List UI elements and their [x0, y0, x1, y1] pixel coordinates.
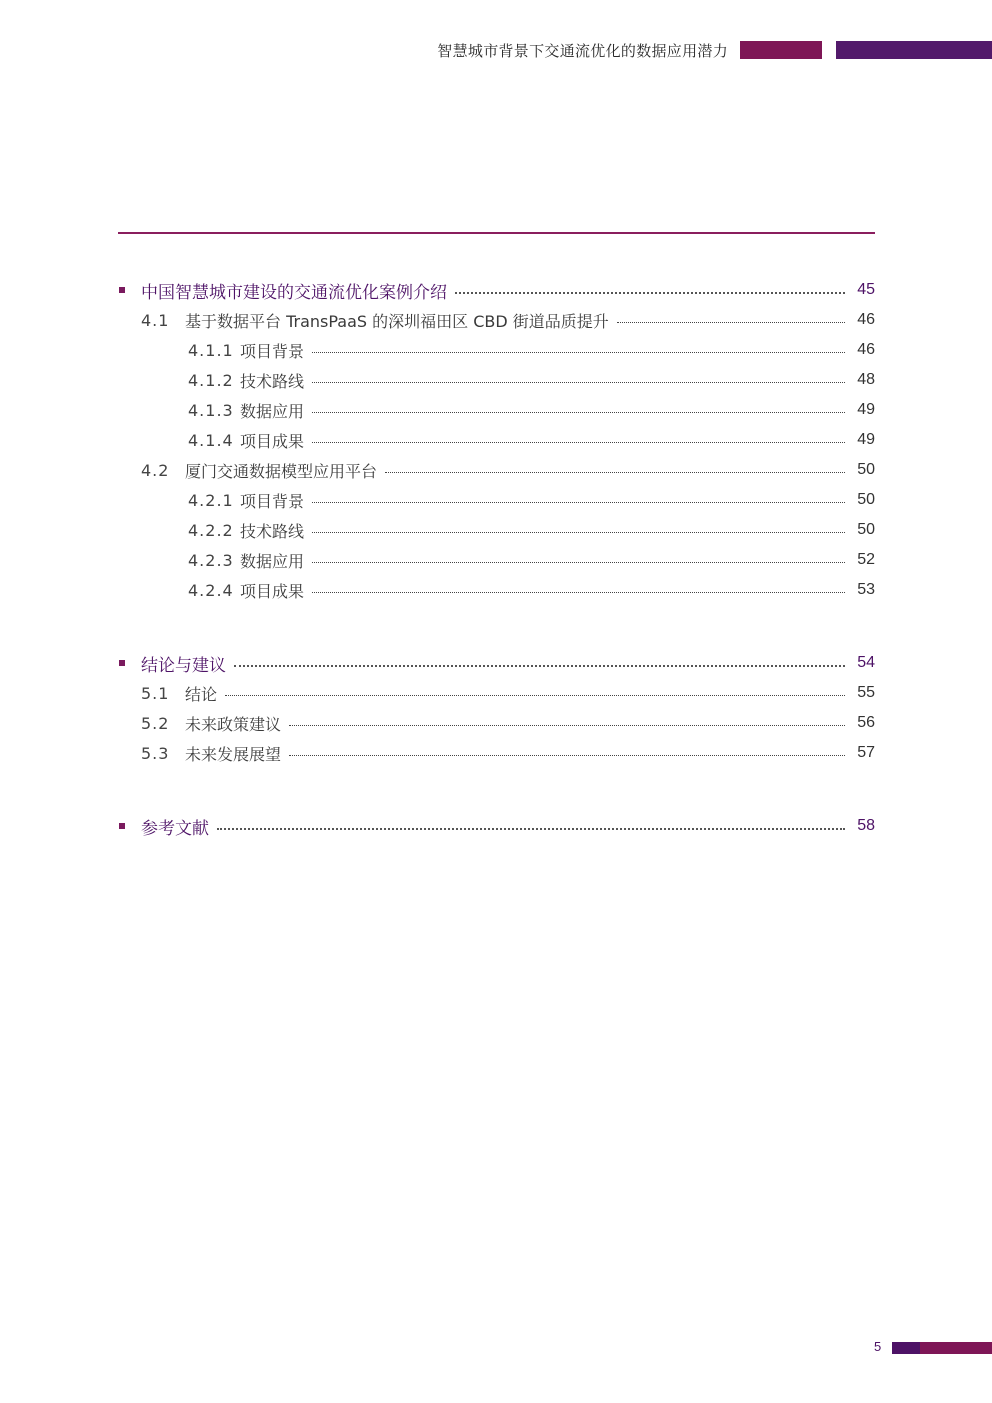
toc-entry-lv2[interactable] — [118, 455, 875, 485]
section-gap — [118, 605, 875, 648]
toc-entry-lv2[interactable] — [118, 738, 875, 768]
toc-entry-title: 技术路线 — [240, 521, 305, 541]
toc-entry-number: 4.2.4 — [188, 580, 234, 600]
toc-entry-page: 56 — [857, 714, 875, 731]
toc-entry-page: 50 — [857, 491, 875, 508]
toc-entry-number: 4.2.3 — [188, 550, 234, 570]
toc-entry-lv2[interactable] — [118, 678, 875, 708]
toc-entry-title: 项目成果 — [240, 581, 305, 601]
toc-entry-page: 55 — [857, 684, 875, 701]
toc-entry-page: 45 — [857, 281, 875, 298]
toc-entry-title: 结论与建议 — [141, 655, 226, 676]
toc-entry-number: 4.1.2 — [188, 370, 234, 390]
dot-leader — [225, 695, 845, 696]
toc-entry-lv3[interactable] — [118, 515, 875, 545]
toc-entry-title: 未来发展展望 — [185, 744, 282, 764]
dot-leader — [617, 322, 845, 323]
section-gap — [118, 768, 875, 811]
page-number: 5 — [874, 1339, 882, 1354]
toc-entry-lv3[interactable] — [118, 395, 875, 425]
dot-leader — [312, 442, 845, 443]
dot-leader — [312, 502, 845, 503]
dot-leader — [289, 725, 845, 726]
header-accent-bar-left — [740, 41, 822, 59]
dot-leader — [312, 592, 845, 593]
dot-leader — [312, 382, 845, 383]
dot-leader — [312, 352, 845, 353]
toc-entry-title: 项目背景 — [240, 491, 305, 511]
running-header-title: 智慧城市背景下交通流优化的数据应用潜力 — [437, 42, 728, 60]
header-accent-bar-right — [836, 41, 992, 59]
toc-entry-page: 54 — [857, 654, 875, 671]
toc-entry-page: 58 — [857, 817, 875, 834]
dot-leader — [312, 412, 845, 413]
toc-entry-lv2[interactable] — [118, 708, 875, 738]
toc-entry-title: 厦门交通数据模型应用平台 — [185, 461, 378, 481]
toc-entry-title: 结论 — [185, 684, 218, 704]
bullet-icon — [119, 823, 125, 829]
dot-leader — [455, 292, 845, 294]
toc-entry-title: 项目成果 — [240, 431, 305, 451]
footer-accent-bar-right — [920, 1342, 992, 1354]
toc-entry-number: 4.2.2 — [188, 520, 234, 540]
dot-leader — [289, 755, 845, 756]
toc-entry-title: 参考文献 — [141, 818, 209, 839]
toc-entry-lv2[interactable] — [118, 305, 875, 335]
toc-entry-number: 4.1.4 — [188, 430, 234, 450]
toc-entry-page: 50 — [857, 461, 875, 478]
toc-entry-page: 52 — [857, 551, 875, 568]
toc-entry-lv3[interactable] — [118, 545, 875, 575]
toc-entry-page: 49 — [857, 401, 875, 418]
toc-entry-lv1[interactable] — [118, 275, 875, 305]
toc-entry-number: 4.1.1 — [188, 340, 234, 360]
toc-entry-number: 4.2.1 — [188, 490, 234, 510]
toc-entry-lv3[interactable] — [118, 335, 875, 365]
dot-leader — [217, 828, 845, 830]
toc-entry-lv1[interactable] — [118, 648, 875, 678]
toc-entry-page: 50 — [857, 521, 875, 538]
toc-entry-title: 项目背景 — [240, 341, 305, 361]
toc-entry-page: 57 — [857, 744, 875, 761]
toc-entry-title: 数据应用 — [240, 401, 305, 421]
toc-entry-page: 49 — [857, 431, 875, 448]
toc-entry-page: 46 — [857, 341, 875, 358]
toc-entry-page: 46 — [857, 311, 875, 328]
toc-entry-number: 5.2 — [141, 713, 170, 733]
dot-leader — [312, 532, 845, 533]
toc-entry-title: 中国智慧城市建设的交通流优化案例介绍 — [141, 282, 447, 303]
toc-entry-number: 4.1 — [141, 310, 170, 330]
toc-entry-page: 48 — [857, 371, 875, 388]
bullet-icon — [119, 660, 125, 666]
toc-top-rule — [118, 232, 875, 234]
footer-accent-bar-left — [892, 1342, 920, 1354]
dot-leader — [234, 665, 845, 667]
toc-entry-lv3[interactable] — [118, 425, 875, 455]
toc-entry-title: 数据应用 — [240, 551, 305, 571]
toc-entry-number: 4.2 — [141, 460, 170, 480]
toc-entry-number: 4.1.3 — [188, 400, 234, 420]
dot-leader — [385, 472, 845, 473]
toc-entry-page: 53 — [857, 581, 875, 598]
toc-entry-title: 基于数据平台 TransPaaS 的深圳福田区 CBD 街道品质提升 — [185, 311, 609, 331]
bullet-icon — [119, 287, 125, 293]
toc-entry-number: 5.3 — [141, 743, 170, 763]
table-of-contents — [118, 275, 875, 841]
toc-entry-lv3[interactable] — [118, 365, 875, 395]
toc-entry-lv1[interactable] — [118, 811, 875, 841]
toc-entry-lv3[interactable] — [118, 575, 875, 605]
toc-entry-lv3[interactable] — [118, 485, 875, 515]
toc-entry-title: 未来政策建议 — [185, 714, 282, 734]
toc-entry-title: 技术路线 — [240, 371, 305, 391]
toc-entry-number: 5.1 — [141, 683, 170, 703]
dot-leader — [312, 562, 845, 563]
